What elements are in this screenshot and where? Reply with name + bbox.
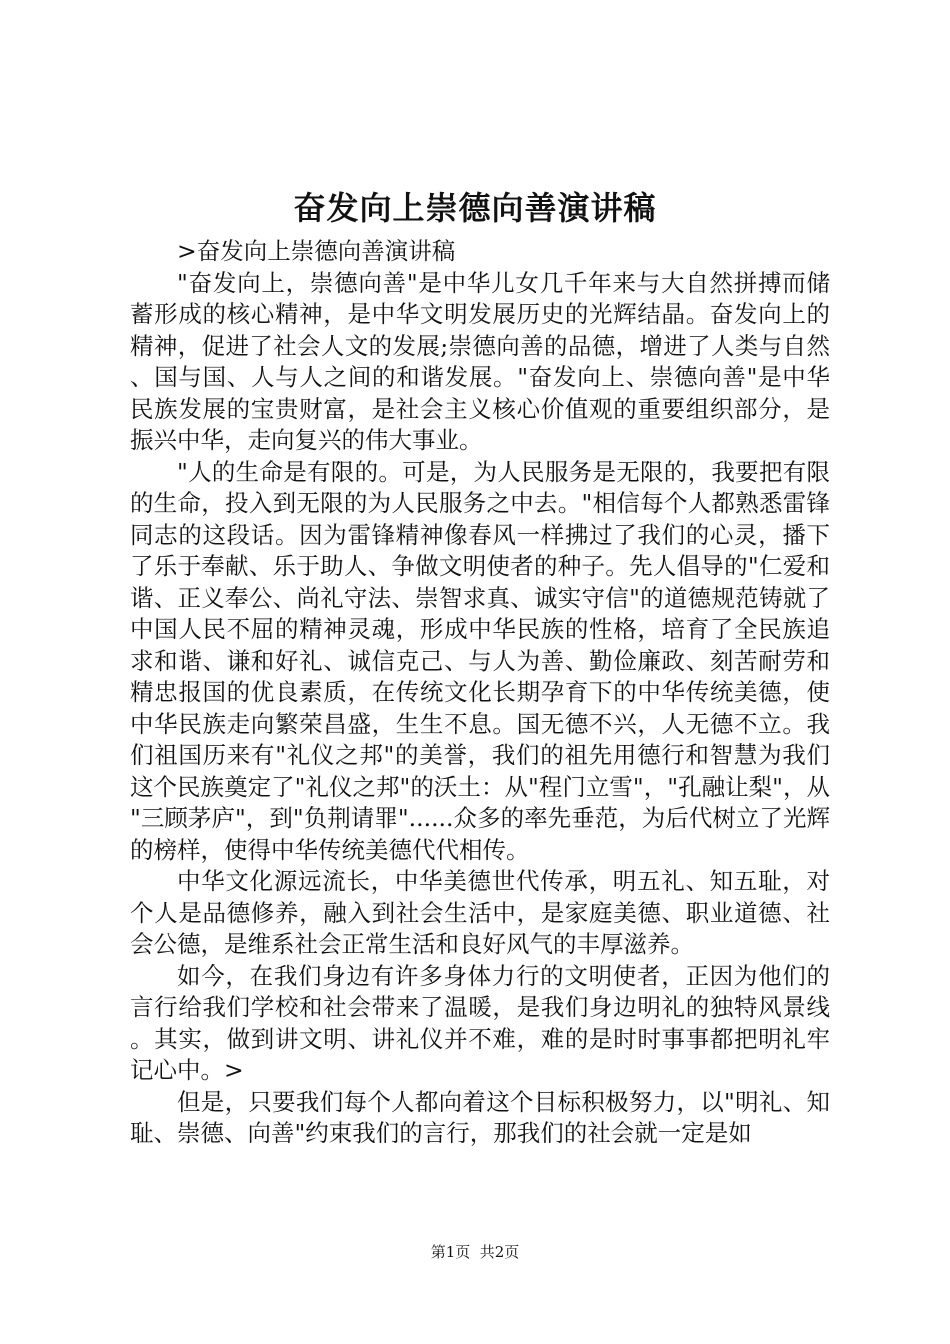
document-title: 奋发向上崇德向善演讲稿 — [293, 189, 657, 227]
page-footer — [0, 1242, 950, 1262]
page-number: 第1页 共2页 — [430, 1243, 520, 1261]
document-body — [130, 236, 830, 1150]
body-paragraph-4: 如今，在我们身边有许多身体力行的文明使者，正因为他们的言行给我们学校和社会带来了温暖，是我们身边明礼的独特风景线。其实，做到讲文明、讲礼仪并不难，难的是时时事事都把明礼牢记心中。> — [130, 961, 830, 1084]
body-paragraph-2: "人的生命是有限的。可是，为人民服务是无限的，我要把有限的生命，投入到无限的为人民服务之中去。"相信每个人都熟悉雷锋同志的这段话。因为雷锋精神像春风一样拂过了我们的心灵，播下了乐于奉献、乐于助人、争做文明使者的种子。先人倡导的"仁爱和谐、正义奉公、尚礼守法、崇智求真、诚实守信"的道德规范铸就了中国人民不屈的精神灵魂，形成中华民族的性格，培育了全民族追求和谐、谦和好礼、诚信克己、与人为善、勤俭廉政、刻苦耐劳和精忠报国的优良素质，在传统文化长期孕育下的中华传统美德，使中华民族走向繁荣昌盛，生生不息。国无德不兴，人无德不立。我们祖国历来有"礼仪之邦"的美誉，我们的祖先用德行和智慧为我们这个民族奠定了"礼仪之邦"的沃土：从"程门立雪"，"孔融让梨"，从"三顾茅庐"，到"负荆请罪"......众多的率先垂范，为后代树立了光辉的榜样，使得中华传统美德代代相传。 — [130, 457, 830, 864]
subtitle-paragraph: >奋发向上崇德向善演讲稿 — [177, 237, 456, 265]
body-paragraph-5: 但是，只要我们每个人都向着这个目标积极努力，以"明礼、知耻、崇德、向善"约束我们的言行，那我们的社会就一定是如 — [130, 1087, 830, 1147]
body-paragraph-1: "奋发向上，崇德向善"是中华儿女几千年来与大自然拼搏而储蓄形成的核心精神，是中华文明发展历史的光辉结晶。奋发向上的精神，促进了社会人文的发展;崇德向善的品德，增进了人类与自然、国与国、人与人之间的和谐发展。"奋发向上、崇德向善"是中华民族发展的宝贵财富，是社会主义核心价值观的重要组织部分，是振兴中华，走向复兴的伟大事业。 — [130, 268, 830, 454]
body-paragraph-3: 中华文化源远流长，中华美德世代传承，明五礼、知五耻，对个人是品德修养，融入到社会生活中，是家庭美德、职业道德、社会公德，是维系社会正常生活和良好风气的丰厚滋养。 — [130, 867, 830, 958]
